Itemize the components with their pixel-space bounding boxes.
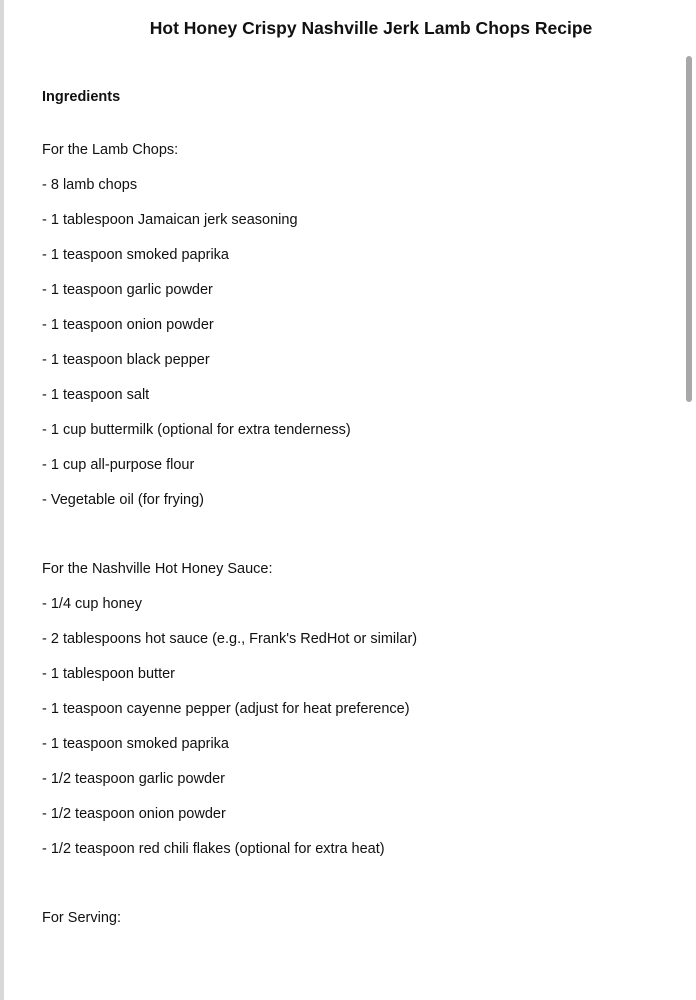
ingredient-item: - 8 lamb chops [42, 177, 138, 193]
ingredient-item: - 1/2 teaspoon garlic powder [42, 771, 225, 787]
ingredient-item: - 1 teaspoon salt [42, 387, 150, 403]
ingredient-item: - 1 teaspoon smoked paprika [42, 247, 229, 263]
ingredient-item: - 1 teaspoon garlic powder [42, 282, 213, 298]
serving-subheading: For Serving: [42, 910, 121, 926]
ingredient-item: - 2 tablespoons hot sauce (e.g., Frank's RedHot or similar) [42, 631, 418, 647]
ingredient-item: - 1 cup all-purpose flour [42, 457, 195, 473]
ingredient-item: - 1/2 teaspoon onion powder [42, 806, 226, 822]
ingredient-item: - 1 teaspoon smoked paprika [42, 736, 229, 752]
ingredient-item: - 1 tablespoon butter [42, 666, 176, 682]
ingredient-item: - 1 cup buttermilk (optional for extra tenderness) [42, 422, 351, 438]
lamb-chops-subheading: For the Lamb Chops: [42, 142, 179, 158]
ingredient-item: - Vegetable oil (for frying) [42, 492, 204, 508]
ingredient-item: - 1 teaspoon onion powder [42, 317, 214, 333]
recipe-title: Hot Honey Crispy Nashville Jerk Lamb Chops Recipe [149, 18, 593, 38]
vertical-scrollbar[interactable] [686, 0, 692, 1000]
scrollbar-thumb[interactable] [686, 56, 692, 402]
ingredients-heading: Ingredients [42, 89, 121, 105]
ingredient-item: - 1 teaspoon cayenne pepper (adjust for heat preference) [42, 701, 410, 717]
ingredient-item: - 1/4 cup honey [42, 596, 142, 612]
hot-honey-sauce-subheading: For the Nashville Hot Honey Sauce: [42, 561, 273, 577]
ingredient-item: - 1 tablespoon Jamaican jerk seasoning [42, 212, 298, 228]
ingredient-item: - 1/2 teaspoon red chili flakes (optional for extra heat) [42, 841, 385, 857]
ingredient-item: - 1 teaspoon black pepper [42, 352, 210, 368]
